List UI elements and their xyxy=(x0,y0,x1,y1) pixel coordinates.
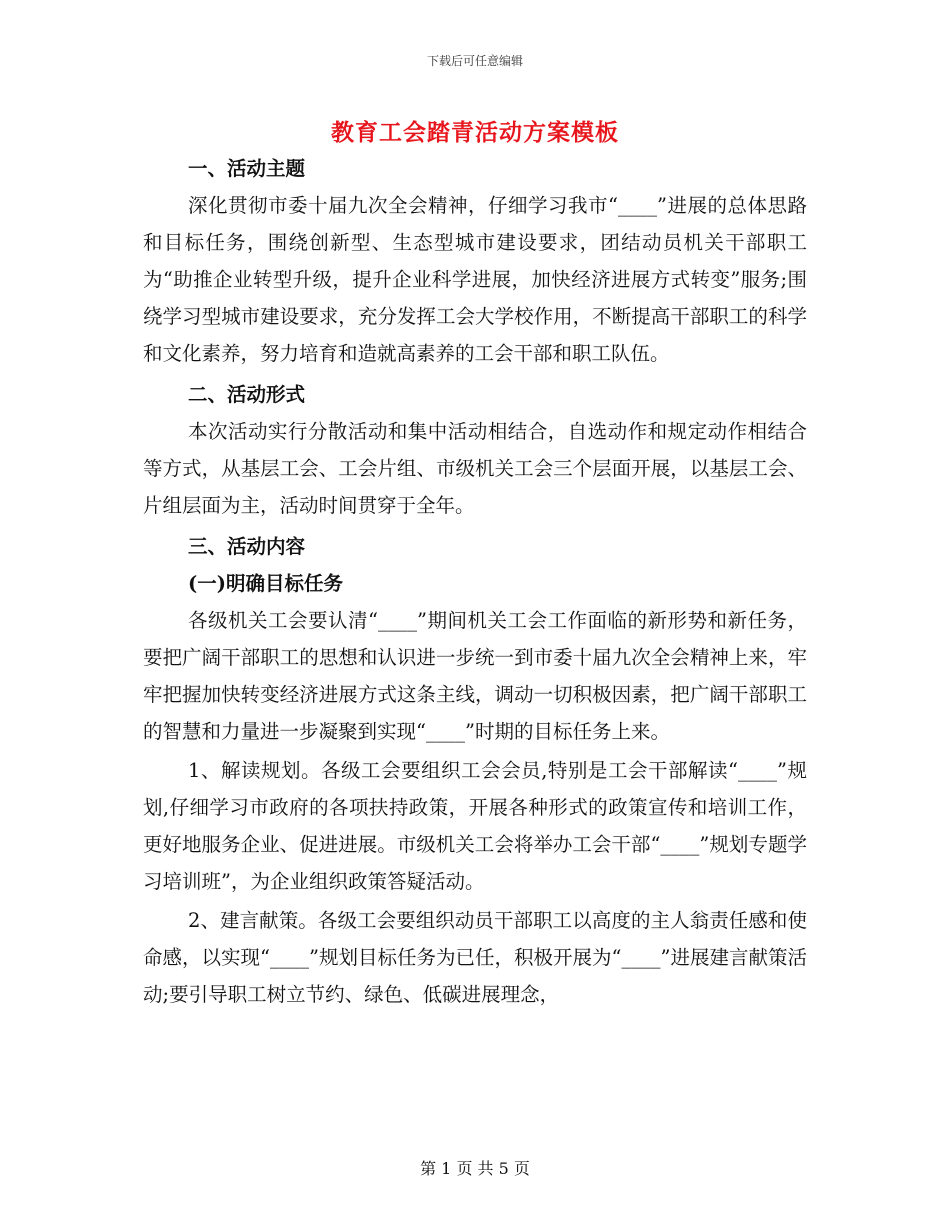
document-title: 教育工会踏青活动方案模板 xyxy=(331,119,619,146)
paragraph-theme: 深化贯彻市委十届九次全会精神，仔细学习我市“____”进展的总体思路和目标任务，围绕创新型、生态型城市建设要求，团结动员机关干部职工为“助推企业转型升级，提升企业科学进展，加快经济进展方式转变”服务;围绕学习型城市建设要求，充分发挥工会大学校作用，不断提高干部职工的科学和文化素养，努力培育和造就高素养的工会干部和职工队伍。 xyxy=(143,194,807,365)
page-header-note: 下载后可任意编辑 xyxy=(426,54,523,68)
section-heading-content: 三、活动内容 xyxy=(188,535,306,558)
paragraph-goals: 各级机关工会要认清“____”期间机关工会工作面临的新形势和新任务，要把广阔干部职工的思想和认识进一步统一到市委十届九次全会精神上来，牢牢把握加快转变经济进展方式这条主线，调动一切积极因素，把广阔干部职工的智慧和力量进一步凝聚到实现“____”时期的目标任务上来。 xyxy=(143,609,807,743)
document-body xyxy=(143,150,807,1013)
section-heading-form: 二、活动形式 xyxy=(188,383,306,406)
section-heading-theme: 一、活动主题 xyxy=(188,157,306,180)
page-number: 第 1 页 共 5 页 xyxy=(420,1159,530,1178)
paragraph-interpret-plan: 1、解读规划。各级工会要组织工会会员,特别是工会干部解读“____”规划,仔细学习市政府的各项扶持政策，开展各种形式的政策宣传和培训工作，更好地服务企业、促进进展。市级机关工会将举办工会干部“____”规划专题学习培训班”，为企业组织政策答疑活动。 xyxy=(143,759,807,893)
paragraph-form: 本次活动实行分散活动和集中活动相结合，自选动作和规定动作相结合等方式，从基层工会、工会片组、市级机关工会三个层面开展，以基层工会、片组层面为主，活动时间贯穿于全年。 xyxy=(143,420,807,517)
paragraph-suggestions: 2、建言献策。各级工会要组织动员干部职工以高度的主人翁责任感和使命感，以实现“____”规划目标任务为已任，积极开展为“____”进展建言献策活动;要引导职工树立节约、绿色、低碳进展理念， xyxy=(143,909,807,1006)
subsection-heading-goals: (一)明确目标任务 xyxy=(188,572,343,595)
